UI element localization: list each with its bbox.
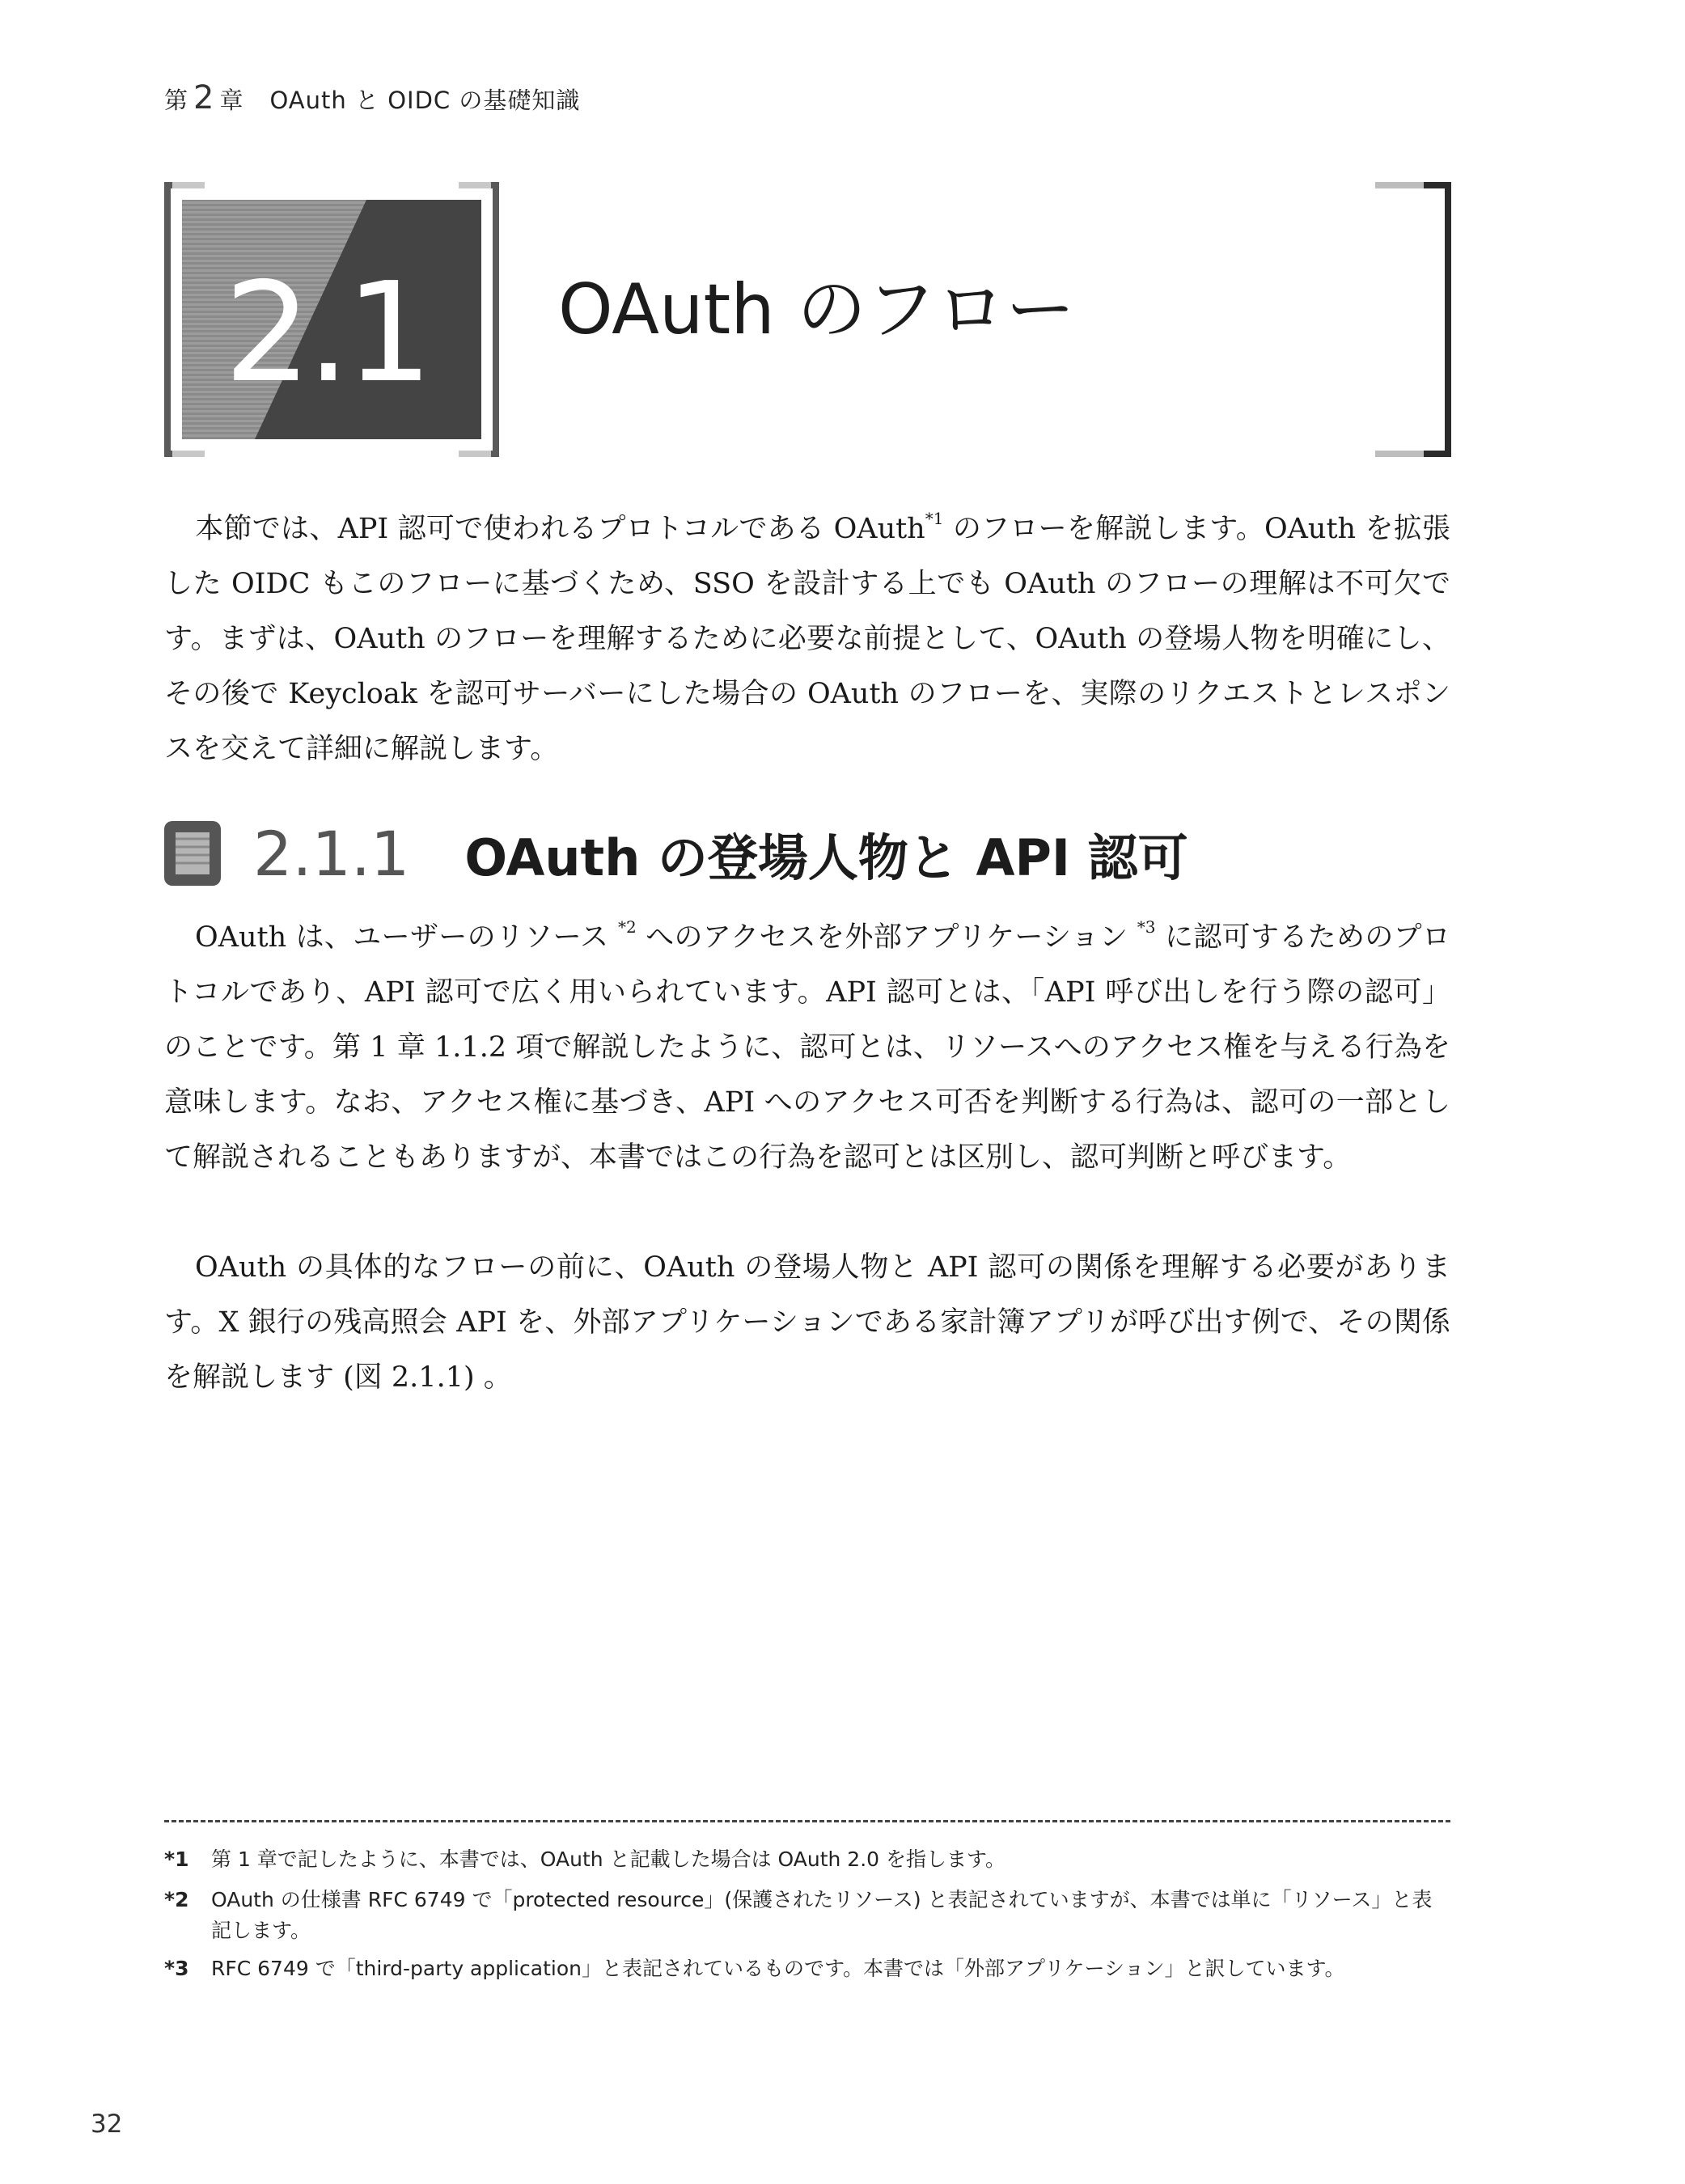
footnote-mark: *2 [164,1888,189,1911]
subsection-number: 2.1.1 [253,817,410,890]
footnote-ref-2[interactable]: *2 [617,917,637,938]
intro-paragraph [164,502,1450,777]
body-paragraph-2 [164,1240,1450,1405]
footnote-text: 第 1 章で記したように、本書では、OAuth と記載した場合は OAuth 2.0 を指します。 [211,1848,1006,1871]
chapter-prefix: 第 [164,87,189,114]
footnote-ref-3[interactable]: *3 [1137,917,1156,938]
subsection-icon [164,821,221,886]
section-number: 2.1 [223,253,429,413]
subsection-title: OAuth の登場人物と API 認可 [464,827,1188,887]
chapter-number: 2 [193,79,215,116]
footnote-3 [164,1953,1450,1984]
footnote-text: RFC 6749 で「third-party application」と表記されているものです。本書では「外部アプリケーション」と訳しています。 [211,1957,1345,1980]
running-header [164,79,580,116]
chapter-suffix: 章 [219,87,244,114]
page-number: 32 [91,2110,123,2139]
footnote-ref-1[interactable]: *1 [925,509,944,529]
section-title: OAuth のフロー [558,269,1076,350]
body-p1-text-b: へのアクセスを外部アプリケーション [636,921,1137,954]
body-p2-text: OAuth の具体的なフローの前に、OAuth の登場人物と API 認可の関係を理解する必要があります。X 銀行の残高照会 API を、外部アプリケーションである家計簿アプリが呼び出す例で、その関係を解説します (図 2.1.1) 。 [164,1251,1450,1394]
intro-text-a: 本節では、API 認可で使われるプロトコルである OAuth [195,513,925,545]
body-paragraph-1 [164,910,1450,1185]
footnote-2 [164,1885,1450,1946]
body-p1-text-c: に認可するためのプロトコルであり、API 認可で広く用いられています。API 認可とは、「API 呼び出しを行う際の認可」のことです。第 1 章 1.1.2 項で解説したように、認可とは、リソースへのアクセス権を与える行為を意味します。なお、アクセス権に基づき、API へのアクセス可否を判断する行為は、認可の一部として解説されることもありますが、本書ではこの行為を認可とは区別し、認可判断と呼びます。 [164,921,1451,1174]
footnote-text: OAuth の仕様書 RFC 6749 で「protected resource」(保護されたリソース) と表記されていますが、本書では単に「リソース」と表記します。 [211,1888,1433,1942]
body-p1-text-a: OAuth は、ユーザーのリソース [195,921,618,954]
footnote-mark: *1 [164,1848,189,1871]
footnote-separator [164,1820,1450,1822]
footnote-mark: *3 [164,1957,189,1980]
footnote-1 [164,1844,1450,1875]
subsection-heading [164,817,1188,890]
right-bracket-decoration [1375,182,1452,457]
intro-text-b: のフローを解説します。OAuth を拡張した OIDC もこのフローに基づくため、SSO を設計する上でも OAuth のフローの理解は不可欠です。まずは、OAuth のフローを理解するために必要な前提として、OAuth の登場人物を明確にし、その後で Keycloak を認可サーバーにした場合の OAuth のフローを、実際のリクエストとレスポンスを交えて詳細に解説します。 [164,513,1450,765]
section-number-badge [164,182,499,457]
chapter-title: OAuth と OIDC の基礎知識 [269,87,581,114]
